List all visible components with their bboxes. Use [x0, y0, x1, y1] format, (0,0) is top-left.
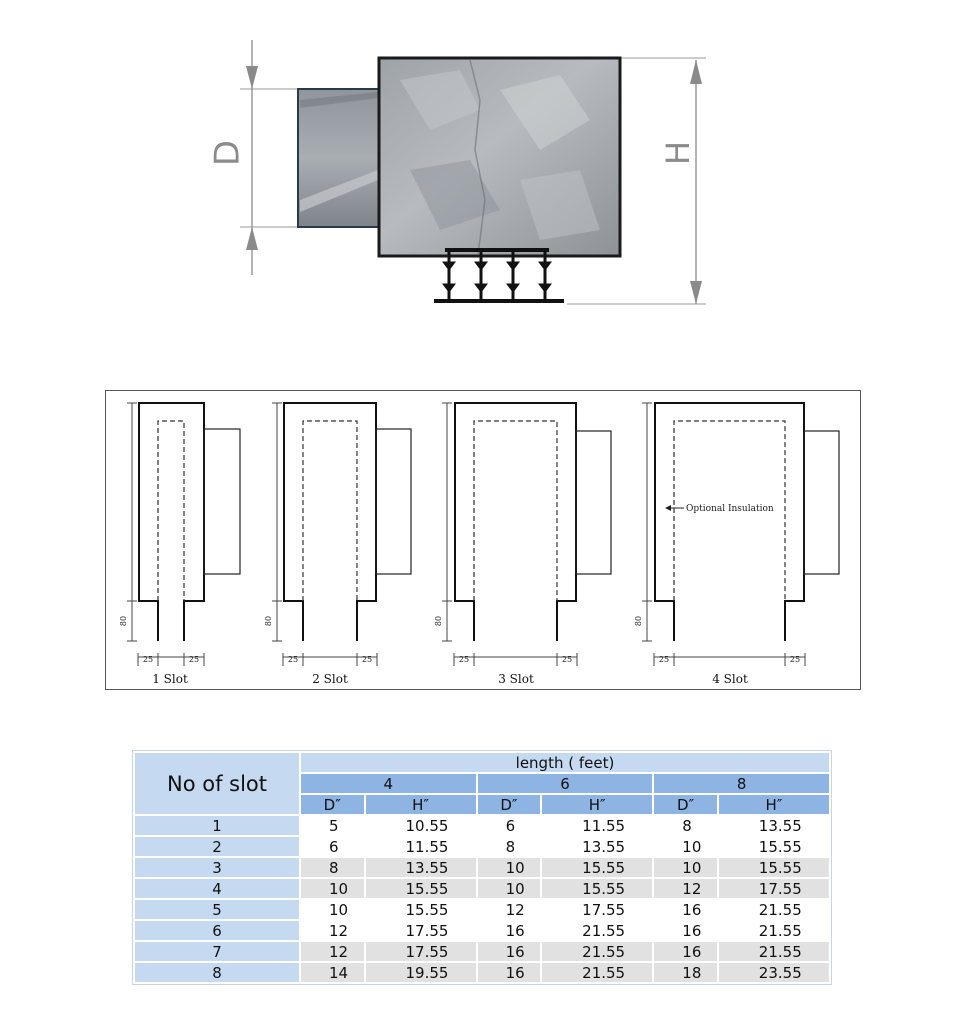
slot-panel-1-width-left: 25 — [142, 655, 154, 664]
table-row — [135, 837, 829, 856]
table-row — [135, 942, 829, 961]
d-value-cell: 16 — [478, 921, 541, 940]
h-value-cell: 11.55 — [542, 816, 652, 835]
h-value-cell: 23.55 — [719, 963, 829, 982]
h-value-cell: 21.55 — [719, 900, 829, 919]
slot-panel-3-height: 80 — [434, 615, 443, 627]
slot-panel-1-label: 1 Slot — [152, 672, 188, 686]
slot-panel-1-height: 80 — [119, 615, 128, 627]
h-value-cell: 17.55 — [542, 900, 652, 919]
length-8-header: 8 — [654, 774, 829, 793]
slot-panel-4-width-right: 25 — [789, 655, 801, 664]
h-value-cell: 15.55 — [719, 837, 829, 856]
slot-panel-4-width-left: 25 — [658, 655, 670, 664]
h-value-cell: 13.55 — [366, 858, 476, 877]
table-body — [135, 816, 829, 982]
length-header: length ( feet) — [301, 753, 829, 772]
d-subheader: D″ — [654, 795, 717, 814]
table-row — [135, 900, 829, 919]
slot-panel-2-label: 2 Slot — [312, 672, 348, 686]
d-value-cell: 6 — [301, 837, 364, 856]
size-table — [132, 750, 832, 985]
d-value-cell: 10 — [478, 858, 541, 877]
h-value-cell: 15.55 — [366, 879, 476, 898]
d-value-cell: 16 — [478, 963, 541, 982]
slot-count-cell: 1 — [135, 816, 299, 835]
h-value-cell: 13.55 — [719, 816, 829, 835]
main-box — [379, 58, 620, 256]
h-value-cell: 21.55 — [542, 942, 652, 961]
slot-panel-2 — [264, 403, 411, 686]
slot-panel-4-label: 4 Slot — [712, 672, 748, 686]
h-value-cell: 11.55 — [366, 837, 476, 856]
slot-panel-1 — [119, 403, 240, 686]
d-value-cell: 12 — [301, 921, 364, 940]
slot-count-cell: 5 — [135, 900, 299, 919]
d-subheader: D″ — [301, 795, 364, 814]
slot-panel-4-height: 80 — [634, 615, 643, 627]
h-label: H — [659, 140, 697, 166]
h-value-cell: 17.55 — [366, 921, 476, 940]
d-value-cell: 12 — [478, 900, 541, 919]
d-value-cell: 16 — [478, 942, 541, 961]
optional-insulation-label: Optional Insulation — [686, 504, 774, 514]
d-value-cell: 10 — [478, 879, 541, 898]
d-value-cell: 14 — [301, 963, 364, 982]
slot-count-cell: 2 — [135, 837, 299, 856]
slot-panel-3-label: 3 Slot — [498, 672, 534, 686]
duct-size-table — [132, 750, 832, 985]
h-value-cell: 10.55 — [366, 816, 476, 835]
duct-cross-section-figure — [0, 0, 963, 330]
table-row — [135, 858, 829, 877]
h-value-cell: 21.55 — [542, 963, 652, 982]
d-value-cell: 5 — [301, 816, 364, 835]
d-value-cell: 16 — [654, 921, 717, 940]
h-value-cell: 15.55 — [542, 879, 652, 898]
h-subheader: H″ — [366, 795, 476, 814]
slot-count-cell: 8 — [135, 963, 299, 982]
side-duct — [298, 89, 380, 227]
h-value-cell: 17.55 — [719, 879, 829, 898]
d-value-cell: 8 — [478, 837, 541, 856]
slot-configurations-drawing — [106, 391, 860, 689]
d-value-cell: 12 — [654, 879, 717, 898]
d-value-cell: 18 — [654, 963, 717, 982]
table-row — [135, 963, 829, 982]
slot-count-cell: 7 — [135, 942, 299, 961]
h-value-cell: 15.55 — [542, 858, 652, 877]
d-subheader: D″ — [478, 795, 541, 814]
d-value-cell: 10 — [654, 837, 717, 856]
length-6-header: 6 — [478, 774, 653, 793]
d-value-cell: 10 — [301, 879, 364, 898]
d-value-cell: 10 — [301, 900, 364, 919]
h-value-cell: 19.55 — [366, 963, 476, 982]
h-value-cell: 15.55 — [366, 900, 476, 919]
h-value-cell: 21.55 — [719, 942, 829, 961]
h-subheader: H″ — [542, 795, 652, 814]
d-label: D — [207, 139, 248, 167]
d-value-cell: 12 — [301, 942, 364, 961]
slot-panel-3-width-right: 25 — [561, 655, 573, 664]
slot-count-cell: 4 — [135, 879, 299, 898]
slot-panel-2-width-right: 25 — [361, 655, 373, 664]
slot-panel-3-width-left: 25 — [458, 655, 470, 664]
slot-panel-3 — [434, 403, 611, 686]
d-value-cell: 8 — [301, 858, 364, 877]
slot-panel-2-height: 80 — [264, 615, 273, 627]
slot-panel-1-width-right: 25 — [188, 655, 200, 664]
d-value-cell: 6 — [478, 816, 541, 835]
d-value-cell: 10 — [654, 858, 717, 877]
table-row — [135, 879, 829, 898]
slot-panel-4 — [634, 403, 839, 686]
h-value-cell: 13.55 — [542, 837, 652, 856]
table-row — [135, 921, 829, 940]
slot-configurations-figure — [105, 390, 861, 690]
h-value-cell: 21.55 — [542, 921, 652, 940]
slot-count-cell: 6 — [135, 921, 299, 940]
h-subheader: H″ — [719, 795, 829, 814]
slot-panel-2-width-left: 25 — [287, 655, 299, 664]
slot-column-header: No of slot — [135, 753, 299, 814]
h-value-cell: 21.55 — [719, 921, 829, 940]
d-value-cell: 8 — [654, 816, 717, 835]
d-value-cell: 16 — [654, 900, 717, 919]
d-value-cell: 16 — [654, 942, 717, 961]
slot-count-cell: 3 — [135, 858, 299, 877]
length-4-header: 4 — [301, 774, 476, 793]
d-dimension — [208, 40, 301, 275]
h-value-cell: 17.55 — [366, 942, 476, 961]
table-row — [135, 816, 829, 835]
h-value-cell: 15.55 — [719, 858, 829, 877]
